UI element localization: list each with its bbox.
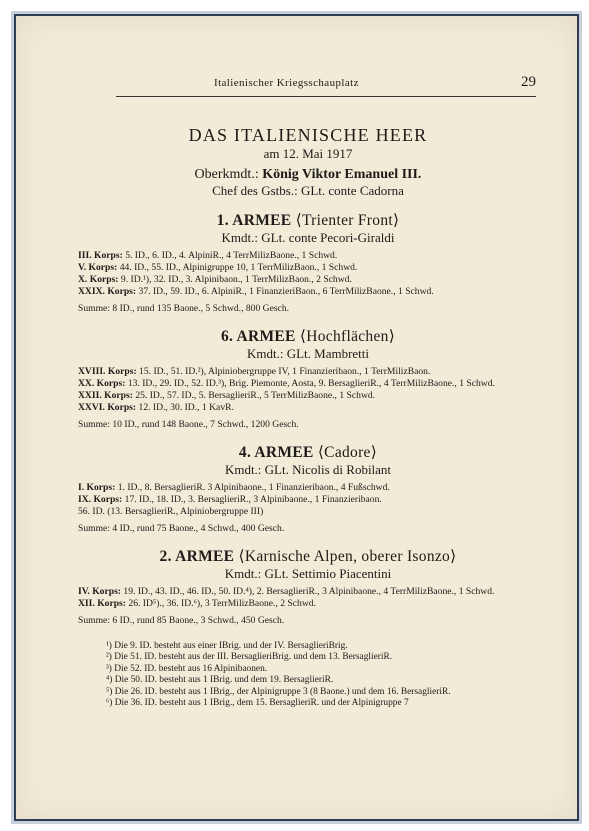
footnotes <box>78 641 538 709</box>
army-section <box>78 327 538 431</box>
heading-block <box>78 124 538 199</box>
date-line: am 12. Mai 1917 <box>263 146 353 161</box>
footnote: ³) Die 52. ID. besteht aus 16 Alpinibaonen. <box>106 663 268 674</box>
corps-entry: XVIII. Korps: 15. ID., 51. ID.²), Alpiniobergruppe IV, 1 Finanzieribaon., 1 TerrMilizBaon. <box>78 366 431 377</box>
army-front: ⟨Hochflächen⟩ <box>299 328 396 345</box>
page-content <box>78 116 538 709</box>
army-title <box>78 327 538 346</box>
army-title <box>78 443 538 462</box>
army-number: 4. ARMEE <box>238 444 314 461</box>
commander-line <box>78 166 538 183</box>
chief-of-staff-line: Chef des Gstbs.: GLt. conte Cadorna <box>212 183 404 198</box>
corps-entry: 56. ID. (13. BersaglieriR., Alpiniobergruppe III) <box>78 506 264 517</box>
corps-entry: XII. Korps: 26. ID⁵)., 36. ID.⁶), 3 TerrMilizBaone., 2 Schwd. <box>78 598 316 609</box>
army-commander: Kmdt.: GLt. conte Pecori-Giraldi <box>221 230 395 245</box>
army-front: ⟨Trienter Front⟩ <box>295 212 400 229</box>
corps-entry: V. Korps: 44. ID., 55. ID., Alpinigruppe 10, 1 TerrMilizBaon., 1 Schwd. <box>78 262 358 273</box>
army-number: 6. ARMEE <box>220 328 296 345</box>
army-commander: Kmdt.: GLt. Nicolis di Robilant <box>224 462 392 477</box>
army-number: 2. ARMEE <box>159 548 235 565</box>
running-header <box>116 74 536 96</box>
corps-entry: XXII. Korps: 25. ID., 57. ID., 5. BersaglieriR., 5 TerrMilizBaone., 1 Schwd. <box>78 390 376 401</box>
page-title: DAS ITALIENISCHE HEER <box>188 125 428 145</box>
footnote: ⁵) Die 26. ID. besteht aus 1 IBrig., der Alpinigruppe 3 (8 Baone.) und dem 16. BersaglieriR. <box>106 686 451 697</box>
footnote: ¹) Die 9. ID. besteht aus einer IBrig. und der IV. BersaglieriBrig. <box>106 641 348 651</box>
footnote: ²) Die 51. ID. besteht aus der III. BersaglieriBrig. und dem 13. BersaglieriR. <box>106 652 393 663</box>
army-title <box>78 547 538 566</box>
army-section <box>78 547 538 627</box>
header-rule <box>116 96 536 97</box>
corps-entry: XXIX. Korps: 37. ID., 59. ID., 6. AlpiniR., 1 FinanzieriBaon., 6 TerrMilizBaone., 1 Schwd. <box>78 286 434 297</box>
corps-entry: III. Korps: 5. ID., 6. ID., 4. AlpiniR., 4 TerrMilizBaone., 1 Schwd. <box>78 250 338 261</box>
army-number: 1. ARMEE <box>216 212 292 229</box>
footnote: ⁴) Die 50. ID. besteht aus 1 IBrig. und dem 19. BersaglieriR. <box>106 675 334 686</box>
corps-entry: I. Korps: 1. ID., 8. BersaglieriR. 3 Alpinibaone., 1 Finanzieribaon., 4 Fußschwd. <box>78 482 390 493</box>
book-page <box>14 14 579 821</box>
page-number: 29 <box>521 74 536 90</box>
army-summary: Summe: 6 ID., rund 85 Baone., 3 Schwd., 450 Gesch. <box>78 615 285 626</box>
army-summary: Summe: 10 ID., rund 148 Baone., 7 Schwd., 1200 Gesch. <box>78 419 299 430</box>
commander-name: König Viktor Emanuel III. <box>262 167 422 182</box>
army-front: ⟨Karnische Alpen, oberer Isonzo⟩ <box>238 548 457 565</box>
running-title: Italienischer Kriegsschauplatz <box>214 77 359 89</box>
corps-entry: IX. Korps: 17. ID., 18. ID., 3. BersaglieriR., 3 Alpinibaone., 1 Finanzieribaon. <box>78 494 382 505</box>
army-front: ⟨Cadore⟩ <box>317 444 378 461</box>
army-title <box>78 211 538 230</box>
commander-label: Oberkmdt.: <box>194 167 259 182</box>
army-commander: Kmdt.: GLt. Settimio Piacentini <box>224 566 392 581</box>
army-section <box>78 211 538 315</box>
army-commander: Kmdt.: GLt. Mambretti <box>246 346 370 361</box>
corps-entry: XXVI. Korps: 12. ID., 30. ID., 1 KavR. <box>78 402 234 413</box>
corps-entry: X. Korps: 9. ID.¹), 32. ID., 3. Alpinibaon., 1 TerrMilizBaon., 2 Schwd. <box>78 274 352 285</box>
army-summary: Summe: 8 ID., rund 135 Baone., 5 Schwd., 800 Gesch. <box>78 303 290 314</box>
corps-entry: IV. Korps: 19. ID., 43. ID., 46. ID., 50. ID.⁴), 2. BersaglieriR., 3 Alpinibaone., 4 TerrMilizBaone., 1 Schwd. <box>78 586 495 597</box>
footnote: ⁶) Die 36. ID. besteht aus 1 IBrig., dem 15. BersaglieriR. und der Alpinigruppe 7 <box>106 698 409 709</box>
corps-entry: XX. Korps: 13. ID., 29. ID., 52. ID.³), Brig. Piemonte, Aosta, 9. BersaglieriR., 4 TerrMilizBaone., 1 Schwd. <box>78 378 495 389</box>
army-section <box>78 443 538 535</box>
army-summary: Summe: 4 ID., rund 75 Baone., 4 Schwd., 400 Gesch. <box>78 523 285 534</box>
